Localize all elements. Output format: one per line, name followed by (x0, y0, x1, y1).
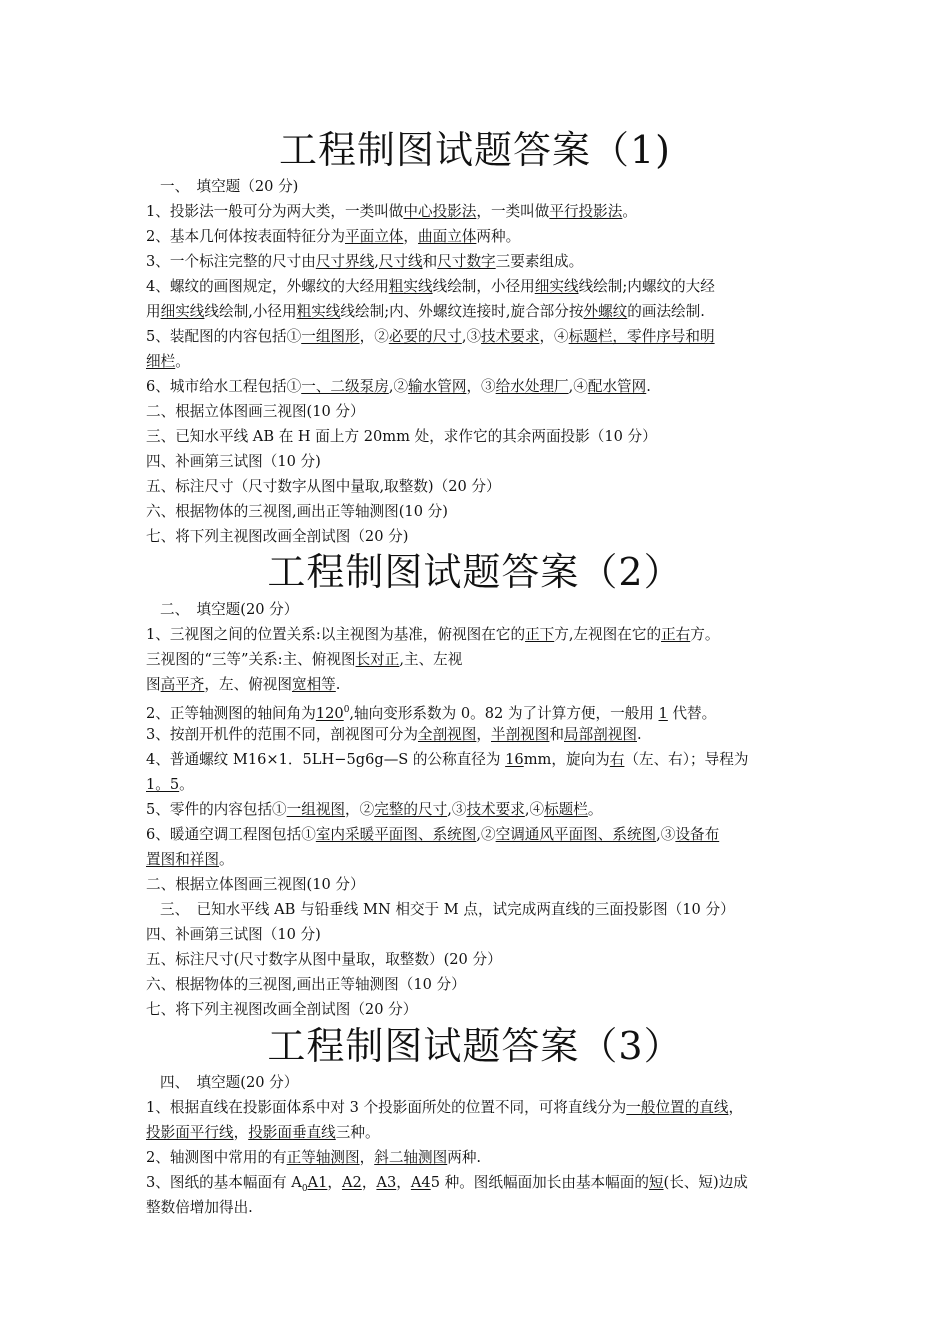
title-1: 工程制图试题答案（1) (278, 128, 671, 172)
s2-item-4: 四、补画第三试图（10 分) (146, 926, 321, 943)
s1-heading: 一、 填空题（20 分) (160, 178, 299, 195)
s1-q5-line2: 细栏。 (146, 353, 190, 370)
s3-heading: 四、 填空题(20 分） (160, 1074, 299, 1091)
s2-item-5: 五、标注尺寸(尺寸数字从图中量取，取整数）(20 分） (146, 951, 502, 968)
s2-item-2: 二、根据立体图画三视图(10 分） (146, 876, 365, 893)
s1-item-7: 七、将下列主视图改画全剖试图（20 分) (146, 528, 409, 545)
s1-q5-line1: 5、装配图的内容包括①一组图形，②必要的尺寸,③技术要求，④标题栏，零件序号和明 (146, 328, 715, 345)
s2-q2: 2、正等轴测图的轴间角为$120^0$,轴向变形系数为 0。82 为了计算方便，一般用 1 代替。 (146, 704, 717, 722)
s1-q4-line1: 4、螺纹的画图规定，外螺纹的大经用粗实线线绘制，小径用细实线线绘制;内螺纹的大经 (146, 278, 715, 295)
s3-q2: 2、轴测图中常用的有正等轴测图，斜二轴测图两种. (146, 1149, 482, 1166)
s2-item-6: 六、根据物体的三视图,画出正等轴测图（10 分） (146, 976, 466, 993)
s2-q5: 5、零件的内容包括①一组视图，②完整的尺寸,③技术要求,④标题栏。 (146, 801, 603, 818)
s1-q6: 6、城市给水工程包括①一、二级泵房,②输水管网，③给水处理厂,④配水管网. (146, 378, 651, 395)
s2-q4-line1: 4、普通螺纹 M16×1．5LH−5g6g—S 的公称直径为 16mm，旋向为右（左、右）；导程为 (146, 751, 749, 768)
s2-item-7: 七、将下列主视图改画全剖试图（20 分） (146, 1001, 418, 1018)
s3-q3-line2: 整数倍增加得出. (146, 1199, 253, 1216)
s1-q1: 1、投影法一般可分为两大类，一类叫做中心投影法，一类叫做平行投影法。 (146, 203, 637, 220)
s2-heading: 二、 填空题(20 分） (160, 601, 299, 618)
s2-q6-line1: 6、暖通空调工程图包括①室内采暖平面图、系统图,②空调通风平面图、系统图,③设备布 (146, 826, 720, 843)
s2-q3: 3、按剖开机件的范围不同，剖视图可分为全剖视图，半剖视图和局部剖视图. (146, 726, 642, 743)
s2-item-3: 三、 已知水平线 AB 与铅垂线 MN 相交于 M 点，试完成两直线的三面投影图（10 分） (160, 901, 735, 918)
s1-item-4: 四、补画第三试图（10 分) (146, 453, 321, 470)
s1-item-2: 二、根据立体图画三视图(10 分） (146, 403, 365, 420)
s1-item-5: 五、标注尺寸（尺寸数字从图中量取,取整数)（20 分） (146, 478, 501, 495)
s1-item-6: 六、根据物体的三视图,画出正等轴测图(10 分) (146, 503, 448, 520)
s3-q1-line1: 1、根据直线在投影面体系中对 3 个投影面所处的位置不同，可将直线分为一般位置的直线， (146, 1099, 744, 1116)
title-3: 工程制图试题答案（3） (267, 1024, 683, 1068)
s3-q1-line2: 投影面平行线，投影面垂直线三种。 (146, 1124, 380, 1141)
s2-q4-line2: 1。5。 (146, 776, 194, 793)
s1-q2: 2、基本几何体按表面特征分为平面立体，曲面立体两种。 (146, 228, 521, 245)
s1-q3: 3、一个标注完整的尺寸由尺寸界线,尺寸线和尺寸数字三要素组成。 (146, 253, 584, 270)
s3-q3-line1: 3、图纸的基本幅面有 $A_0A1$，A2，A3，A45 种。图纸幅面加长由基本幅面的短(长、短)边成 (146, 1174, 748, 1194)
s2-q1-line2: 三视图的“三等”关系:主、俯视图长对正,主、左视 (146, 651, 463, 668)
s1-q4-line2: 用细实线线绘制,小径用粗实线线绘制;内、外螺纹连接时,旋合部分按外螺纹的画法绘制. (146, 303, 705, 320)
title-2: 工程制图试题答案（2） (267, 550, 683, 594)
s2-q6-line2: 置图和祥图。 (146, 851, 234, 868)
s2-q1-line1: 1、三视图之间的位置关系:以主视图为基准，俯视图在它的正下方,左视图在它的正右方。 (146, 626, 720, 643)
s1-item-3: 三、已知水平线 AB 在 H 面上方 20mm 处，求作它的其余两面投影（10 分） (146, 428, 657, 445)
s2-q1-line3: 图高平齐，左、俯视图宽相等. (146, 676, 341, 693)
